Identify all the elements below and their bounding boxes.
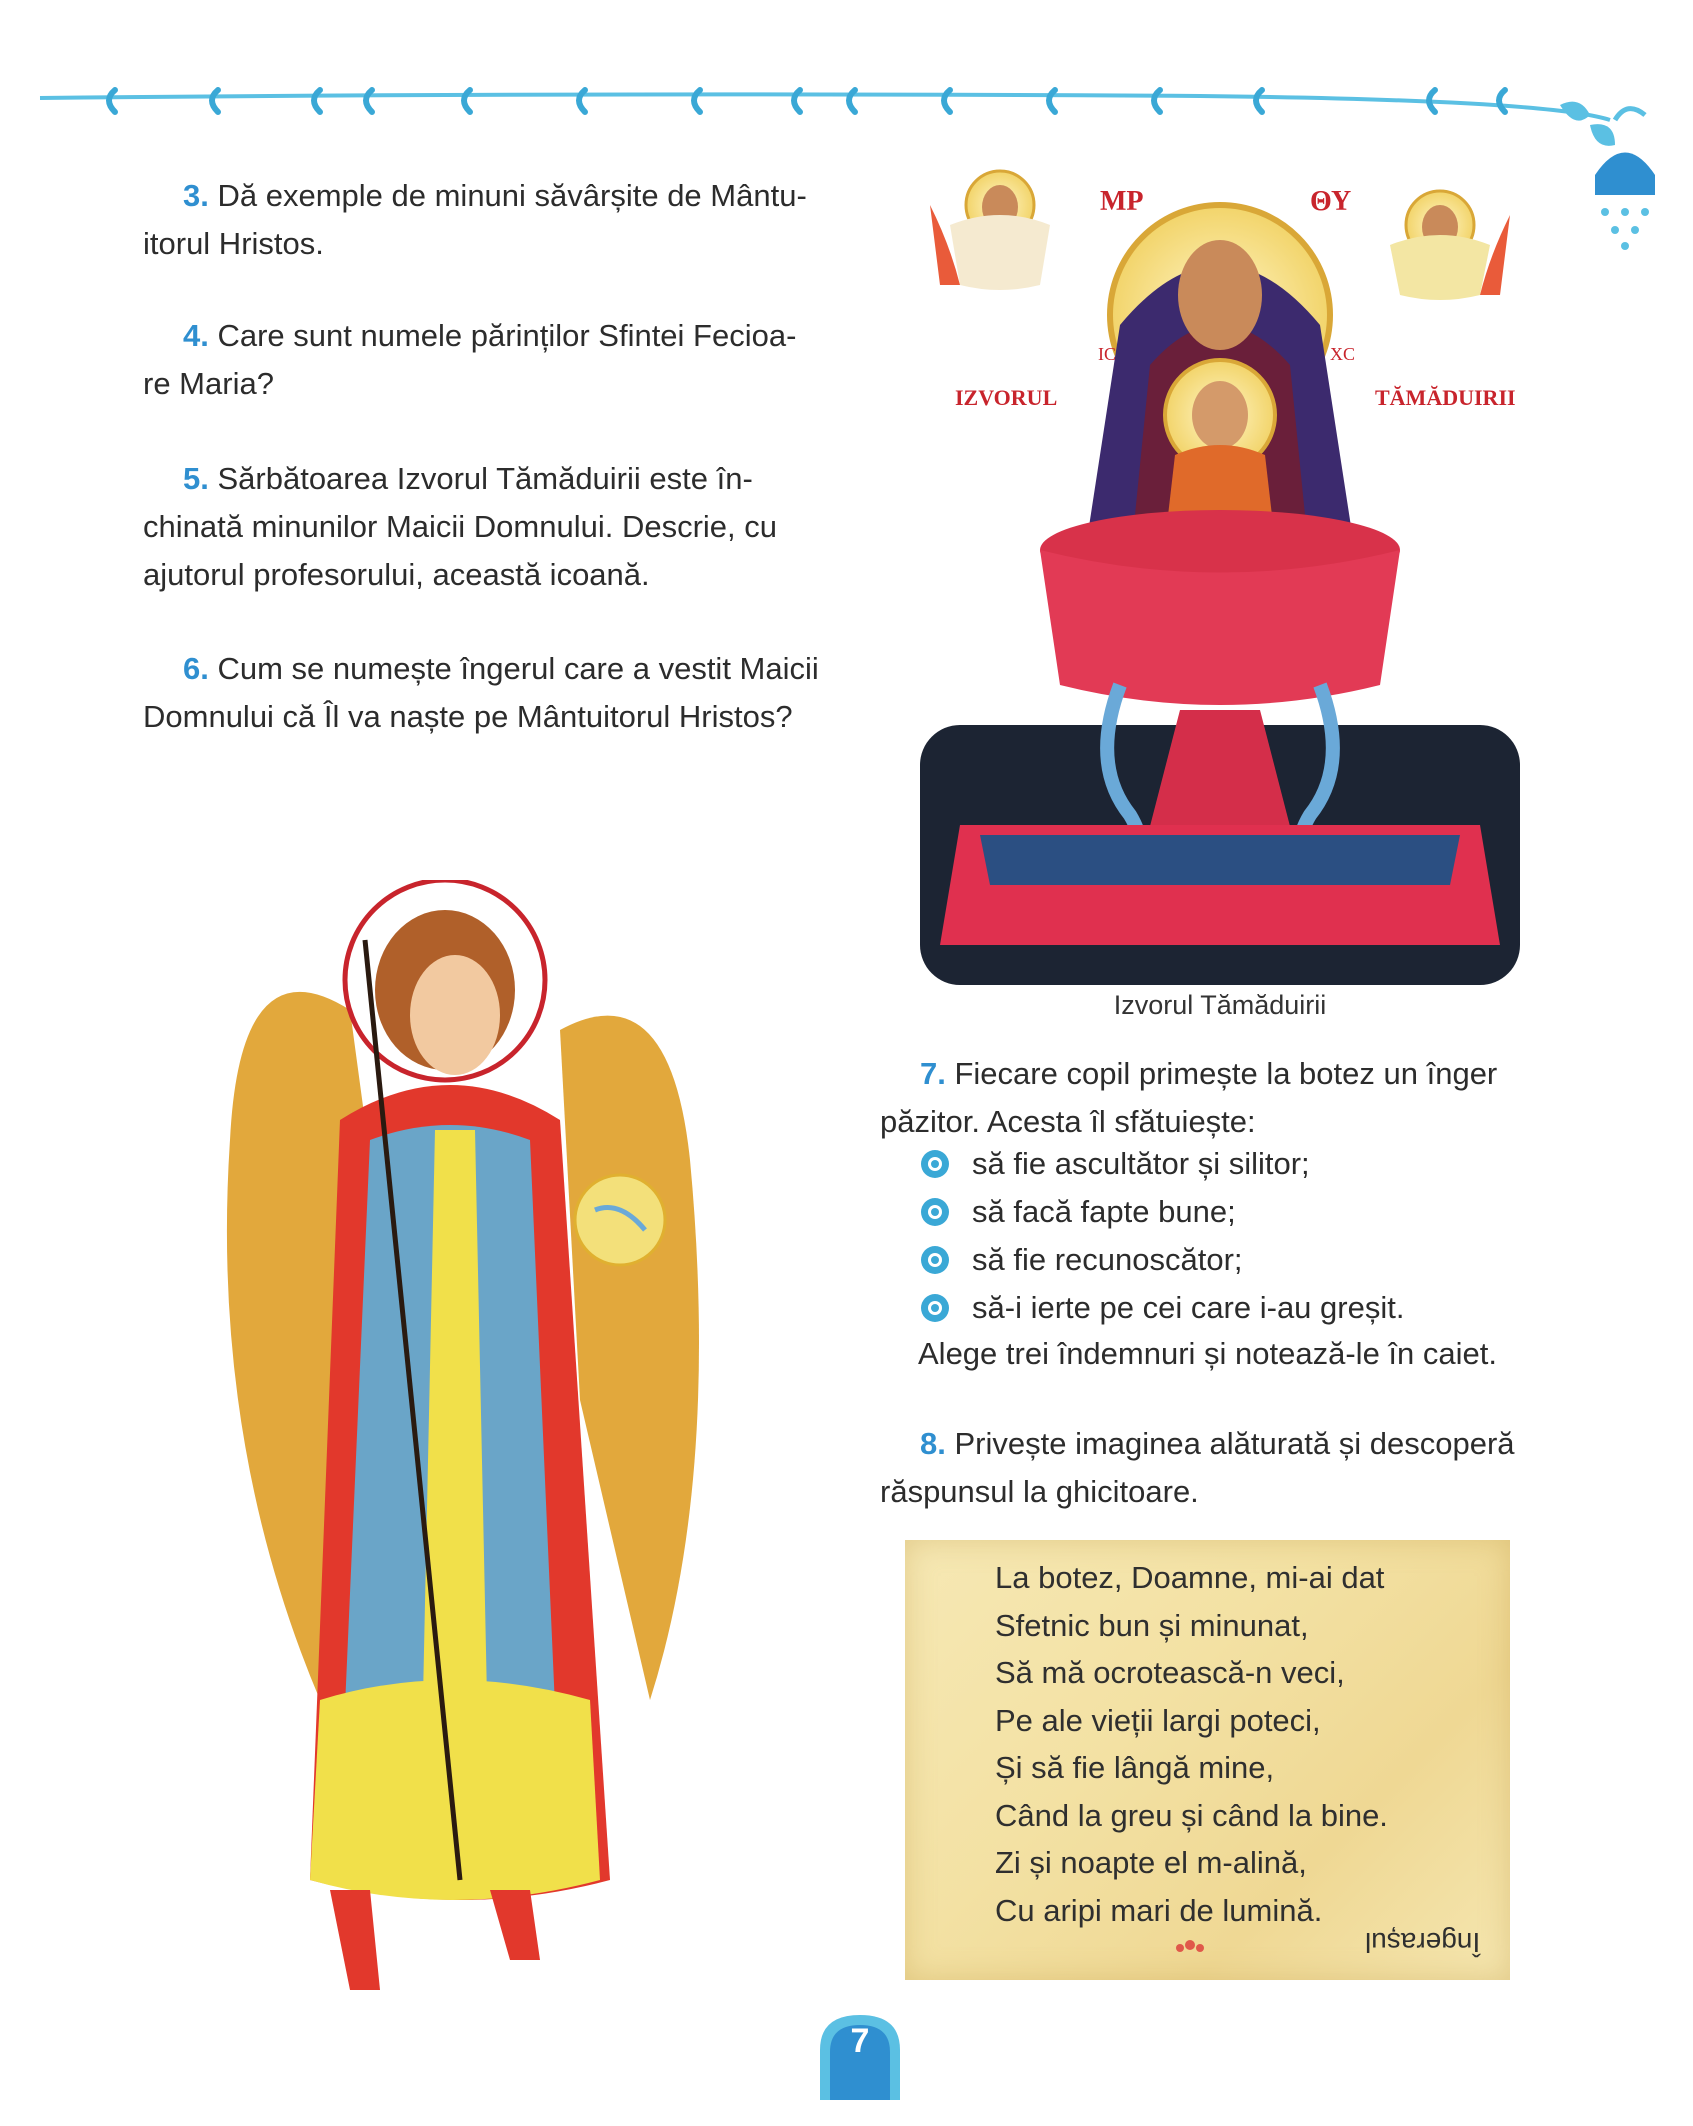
- advice-item: [918, 1140, 1404, 1188]
- question-line: Domnului că Îl va naște pe Mântuitorul Hristos?: [143, 699, 793, 734]
- advice-text: să facă fapte bune;: [972, 1194, 1236, 1229]
- question-line: chinată minunilor Maicii Domnului. Descrie, cu: [143, 509, 778, 544]
- izvorul-tamaduirii-icon-image: [920, 165, 1520, 985]
- riddle-line: Sfetnic bun și minunat,: [995, 1607, 1309, 1643]
- flower-bullet-icon: [918, 1291, 952, 1325]
- icon-label-tamaduirii: TĂMĂDUIRII: [1375, 385, 1516, 410]
- question-4: [143, 312, 823, 408]
- page-number: 7: [850, 2022, 870, 2060]
- question-line: Privește imaginea alăturată și descoperă: [954, 1426, 1515, 1461]
- orb: [575, 1175, 665, 1265]
- question-8: [880, 1420, 1570, 1516]
- riddle-line: Și să fie lângă mine,: [995, 1750, 1275, 1785]
- advice-text: să fie ascultător și silitor;: [972, 1146, 1310, 1181]
- question-5: [143, 455, 823, 599]
- riddle-poem: [995, 1554, 1388, 1934]
- flower-bullet-icon: [918, 1147, 952, 1181]
- icon-label-xc: XC: [1330, 344, 1356, 364]
- flower-bullet-icon: [918, 1195, 952, 1229]
- flower-bullet-icon: [918, 1243, 952, 1277]
- icon-label-ic: IC: [1098, 344, 1116, 364]
- question-number: 5.: [183, 461, 209, 496]
- riddle-line: La botez, Doamne, mi-ai dat: [995, 1560, 1385, 1595]
- question-line: Fiecare copil primește la botez un înger: [954, 1056, 1498, 1091]
- icon-caption: Izvorul Tămăduirii: [1113, 990, 1327, 1020]
- riddle-line: Pe ale vieții largi poteci,: [995, 1702, 1321, 1738]
- question-number: 4.: [183, 318, 209, 353]
- advice-item: [918, 1188, 1404, 1236]
- question-line: Cum se numește îngerul care a vestit Maicii: [217, 651, 819, 686]
- question-line: răspunsul la ghicitoare.: [880, 1474, 1199, 1509]
- question-line: Care sunt numele părinților Sfintei Fecioa-: [217, 318, 797, 353]
- question-line: ajutorul profesorului, această icoană.: [143, 557, 650, 592]
- question-number: 3.: [183, 178, 209, 213]
- advice-text: să fie recunoscător;: [972, 1242, 1243, 1277]
- question-line: itorul Hristos.: [143, 226, 324, 261]
- question-7: [880, 1050, 1570, 1146]
- riddle-line: Cu aripi mari de lumină.: [995, 1892, 1323, 1928]
- question-number: 7.: [920, 1056, 946, 1091]
- question-line: Dă exemple de minuni săvârșite de Mântu-: [217, 178, 807, 213]
- riddle-line: Zi și noapte el m-alină,: [995, 1845, 1307, 1880]
- riddle-answer: Îngerașul: [1364, 1927, 1480, 1958]
- question-3: [143, 172, 823, 268]
- question-6: [143, 645, 863, 741]
- icon-label-ou: ΘΥ: [1310, 186, 1352, 217]
- flower-ornament-icon: [1170, 1930, 1210, 1960]
- question-line: re Maria?: [143, 366, 274, 401]
- tunic-hem: [310, 1680, 600, 1900]
- question-number: 6.: [183, 651, 209, 686]
- advice-item: [918, 1236, 1404, 1284]
- question-line: Sărbătoarea Izvorul Tămăduirii este în-: [217, 461, 753, 496]
- riddle-card: [905, 1540, 1510, 1980]
- riddle-line: Când la greu și când la bine.: [995, 1797, 1388, 1833]
- question-line: păzitor. Acesta îl sfătuiește:: [880, 1104, 1256, 1139]
- question-7-instruction: Alege trei îndemnuri și notează-le în caiet.: [918, 1336, 1497, 1371]
- question-number: 8.: [920, 1426, 946, 1461]
- riddle-line: Să mă ocrotească-n veci,: [995, 1655, 1345, 1690]
- advice-item: [918, 1284, 1404, 1332]
- archangel-illustration: [200, 880, 760, 2050]
- icon-label-izvorul: IZVORUL: [955, 385, 1058, 410]
- advice-text: să-i ierte pe cei care i-au greșit.: [972, 1290, 1405, 1325]
- advice-list: [918, 1140, 1404, 1332]
- icon-label-mp: ΜΡ: [1100, 186, 1144, 217]
